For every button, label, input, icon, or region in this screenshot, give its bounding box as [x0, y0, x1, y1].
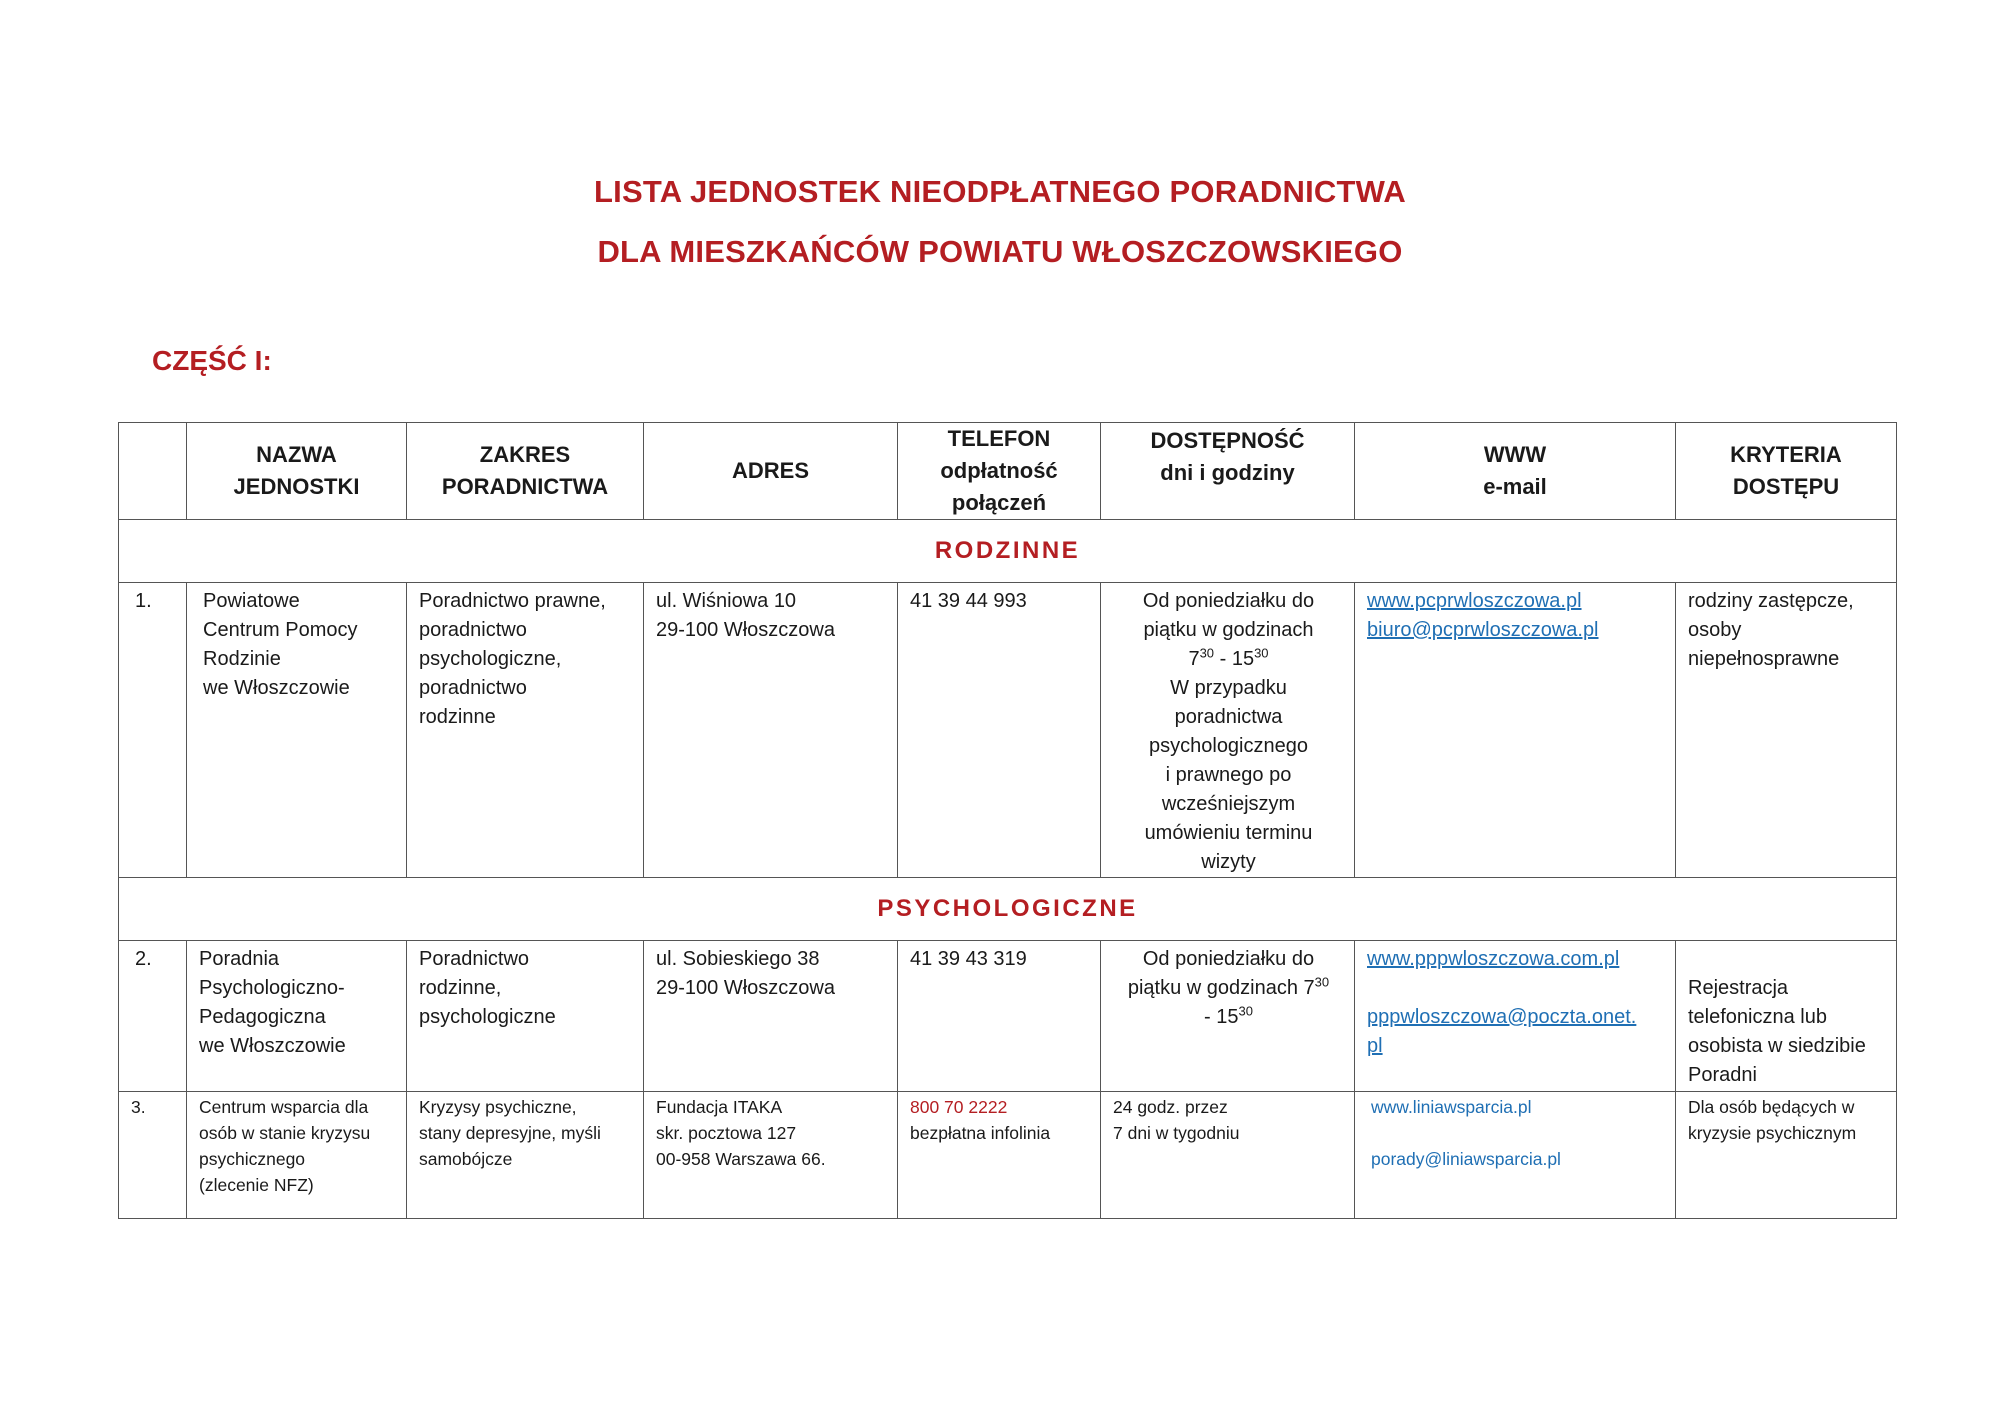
part-heading: CZĘŚĆ I:: [152, 345, 272, 376]
unit-phone: 41 39 43 319: [910, 948, 1027, 970]
unit-availability: Od poniedziałku do piątku w godzinach $7^{30}$ - $15^{30}$: [1127, 948, 1330, 1028]
unit-phone: 41 39 44 993: [910, 590, 1027, 612]
website-link[interactable]: www.pcprwloszczowa.pl: [1367, 590, 1582, 612]
unit-scope: Poradnictwo rodzinne, psychologiczne: [419, 948, 556, 1028]
unit-phone: 800 70 2222 bezpłatna infolinia: [898, 1092, 1100, 1146]
email-link[interactable]: porady@liniawsparcia.pl: [1371, 1149, 1561, 1169]
table-row: [119, 1092, 1897, 1219]
header-availability: DOSTĘPNOŚĆ dni i godziny: [1101, 423, 1355, 520]
email-link-continued[interactable]: pl: [1367, 1035, 1383, 1057]
email-link[interactable]: pppwloszczowa@poczta.onet.: [1367, 1006, 1637, 1028]
section-label-psych: PSYCHOLOGICZNE: [877, 895, 1138, 922]
header-criteria: KRYTERIA DOSTĘPU: [1676, 423, 1897, 520]
header-www: WWW e-mail: [1355, 423, 1676, 520]
unit-name: Powiatowe Centrum Pomocy Rodzinie we Włoszczowie: [203, 590, 358, 699]
section-label-family: RODZINNE: [934, 537, 1081, 564]
unit-criteria: rodziny zastępcze, osoby niepełnosprawne: [1688, 590, 1854, 670]
header-name: NAZWA JEDNOSTKI: [187, 423, 407, 520]
unit-contact: [1355, 1092, 1675, 1172]
unit-criteria: Rejestracja telefoniczna lub osobista w siedzibie Poradni: [1688, 977, 1866, 1086]
unit-address: Fundacja ITAKA skr. pocztowa 127 00-958 Warszawa 66.: [656, 1097, 826, 1169]
table-header-row: [119, 423, 1897, 520]
email-link[interactable]: biuro@pcprwloszczowa.pl: [1367, 619, 1599, 641]
header-number: [119, 423, 187, 520]
unit-scope: Poradnictwo prawne, poradnictwo psychologiczne, poradnictwo rodzinne: [419, 590, 606, 728]
unit-name: Poradnia Psychologiczno- Pedagogiczna we Włoszczowie: [199, 948, 346, 1057]
unit-criteria: Dla osób będących w kryzysie psychicznym: [1688, 1097, 1857, 1143]
section-row-family: [119, 520, 1897, 583]
row-number: 1.: [135, 590, 152, 612]
unit-contact: [1355, 941, 1675, 1061]
unit-scope: Kryzysy psychiczne, stany depresyjne, myśli samobójcze: [419, 1097, 601, 1169]
unit-address: ul. Sobieskiego 38 29-100 Włoszczowa: [656, 948, 835, 999]
unit-contact: [1355, 583, 1675, 645]
unit-address: ul. Wiśniowa 10 29-100 Włoszczowa: [656, 590, 835, 641]
unit-availability: Od poniedziałku do piątku w godzinach $7^{30} - 15^{30}$ W przypadku poradnictwa psychologicznego i prawnego po wcześniejszym umówieniu terminu wizyty: [1142, 590, 1315, 873]
website-link[interactable]: www.liniawsparcia.pl: [1371, 1097, 1532, 1117]
row-number: 3.: [131, 1097, 146, 1117]
unit-availability: 24 godz. przez 7 dni w tygodniu: [1113, 1097, 1240, 1143]
document-title-line2: DLA MIESZKAŃCÓW POWIATU WŁOSZCZOWSKIEGO: [597, 234, 1403, 269]
header-address: ADRES: [644, 423, 898, 520]
website-link[interactable]: www.pppwloszczowa.com.pl: [1367, 948, 1620, 970]
header-phone: TELEFON odpłatność połączeń: [898, 423, 1101, 520]
section-row-psych: [119, 878, 1897, 941]
document-title-line1: LISTA JEDNOSTEK NIEODPŁATNEGO PORADNICTWA: [594, 174, 1406, 209]
units-table: [118, 422, 1897, 1219]
table-row: [119, 941, 1897, 1092]
table-row: [119, 583, 1897, 878]
unit-name: Centrum wsparcia dla osób w stanie kryzysu psychicznego (zlecenie NFZ): [199, 1097, 371, 1195]
header-scope: ZAKRES PORADNICTWA: [407, 423, 644, 520]
row-number: 2.: [135, 948, 152, 970]
hotline-number[interactable]: 800 70 2222: [910, 1097, 1008, 1117]
